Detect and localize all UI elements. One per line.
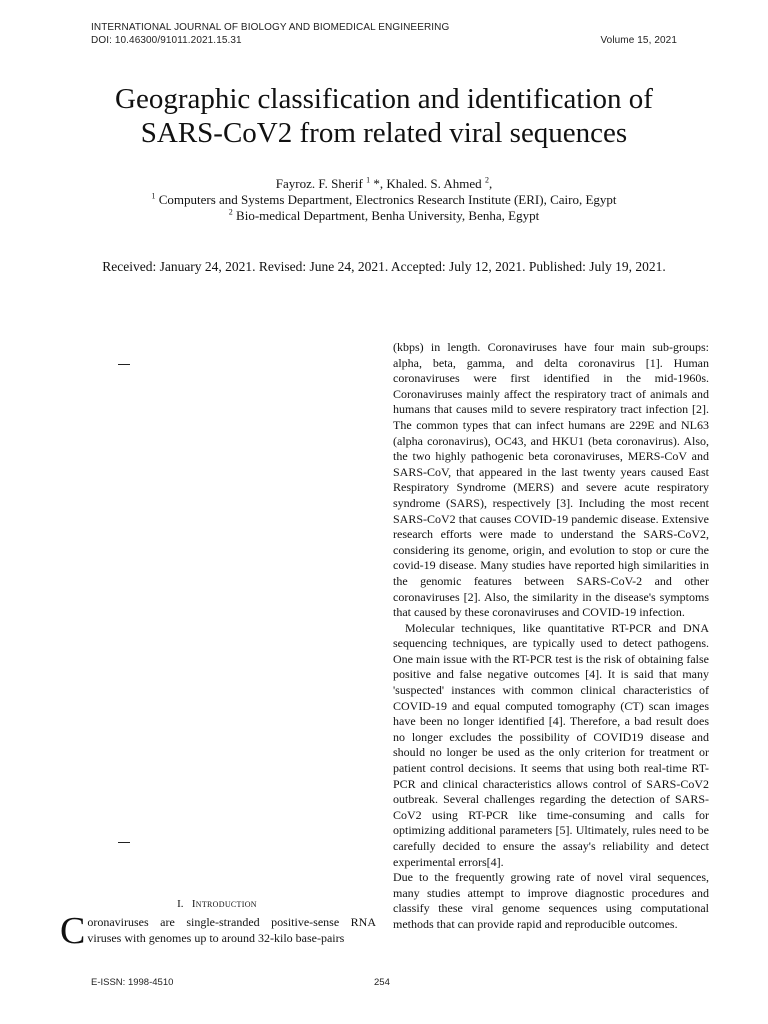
corresponding-mark: *, [370, 176, 387, 191]
drop-cap: C [60, 910, 86, 952]
paragraph-3: Due to the frequently growing rate of novel viral sequences, many studies attempt to improve diagnostic procedures and classify these viral genome sequences using computational methods that can provide rapid and reproducible outcomes. [393, 870, 709, 931]
paragraph-2: Molecular techniques, like quantitative RT-PCR and DNA sequencing techniques, are typically used to detect pathogens. One main issue with the RT-PCR test is the risk of obtaining false positive and false negative outcomes [4]. It is said that many 'suspected' instances with common clinical characteristics of COVID-19 and equal computed tomography (CT) scan images have been no longer identified [4]. Therefore, a bad result does no longer excludes the possibility of COVID19 disease and should no longer be used as the only criterion for treatment or patient control decisions. It seems that using both real-time RT-PCR and clinical characteristics allows control of SARS-CoV2 outbreak. Several challenges regarding the detection of SARS-CoV2 using RT-PCR like time-consuming and calls for optimizing additional parameters [5]. Ultimately, rules need to be carefully decided to ensure the assay's reliability and detect experimental errors[4]. [393, 620, 709, 869]
right-column [393, 340, 709, 948]
author-2: Khaled. S. Ahmed [386, 176, 482, 191]
section-number: I. [177, 898, 184, 910]
footer-issn: E-ISSN: 1998-4510 [91, 977, 174, 988]
intro-paragraph [60, 910, 376, 952]
author-1-affil-mark: 1 [366, 175, 371, 185]
title-line-2: SARS-CoV2 from related viral sequences [140, 117, 628, 149]
publication-dates: Received: January 24, 2021. Revised: June 24, 2021. Accepted: July 12, 2021. Published: July 19, 2021. [102, 259, 666, 274]
page-number: 254 [374, 977, 390, 988]
author-line-end: , [488, 176, 493, 191]
doi: DOI: 10.46300/91011.2021.15.31 [91, 35, 242, 46]
section-heading [60, 898, 374, 910]
journal-name: INTERNATIONAL JOURNAL OF BIOLOGY AND BIOMEDICAL ENGINEERING [91, 22, 450, 33]
authors-block [60, 176, 708, 224]
affil-2-text: Bio-medical Department, Benha University, Benha, Egypt [232, 208, 540, 223]
affil-2-mark: 2 [228, 207, 233, 217]
dash-mark-1 [118, 364, 130, 365]
affiliation-1 [60, 192, 708, 208]
paragraph-1: (kbps) in length. Coronaviruses have four main sub-groups: alpha, beta, gamma, and delta coronavirus [1]. Human coronaviruses were first identified in the mid-1960s. Coronaviruses mainly affect the respiratory tract of animals and humans that causes mild to severe respiratory tract infection [2]. The common types that can infect humans are 229E and NL63 (alpha coronavirus), OC43, and HKU1 (beta coronavirus). Also, the two highly pathogenic beta coronaviruses, MERS-CoV and SARS-CoV, that appeared in the last twenty years caused East Respiratory Syndrome (MERS) and severe acute respiratory syndrome (SARS), respectively [3]. Including the most recent SARS-CoV2 that causes COVID-19 pandemic disease. Extensive research efforts were made to understand the SARS-CoV2, considering its genome, origin, and evolution to stop or cure the covid-19 disease. Many studies have reported high similarities in the genomic features between SARS-CoV-2 and other coronaviruses [2]. Also, the similarity in the disease's symptoms that caused by these coronaviruses and COVID-19 infection. [393, 340, 709, 620]
affiliation-2 [60, 208, 708, 224]
section-title: Introduction [191, 898, 257, 910]
author-2-affil-mark: 2 [484, 175, 489, 185]
affil-1-text: Computers and Systems Department, Electronics Research Institute (ERI), Cairo, Egypt [155, 192, 617, 207]
volume: Volume 15, 2021 [600, 35, 677, 46]
affil-1-mark: 1 [151, 191, 156, 201]
author-line [60, 176, 708, 192]
author-1: Fayroz. F. Sherif [275, 176, 363, 191]
title-line-1: Geographic classification and identification of [115, 83, 653, 115]
intro-text: oronaviruses are single-stranded positive-sense RNA viruses with genomes up to around 32-kilo base-pairs [87, 915, 376, 945]
paper-title [60, 82, 708, 150]
dash-mark-2 [118, 842, 130, 843]
